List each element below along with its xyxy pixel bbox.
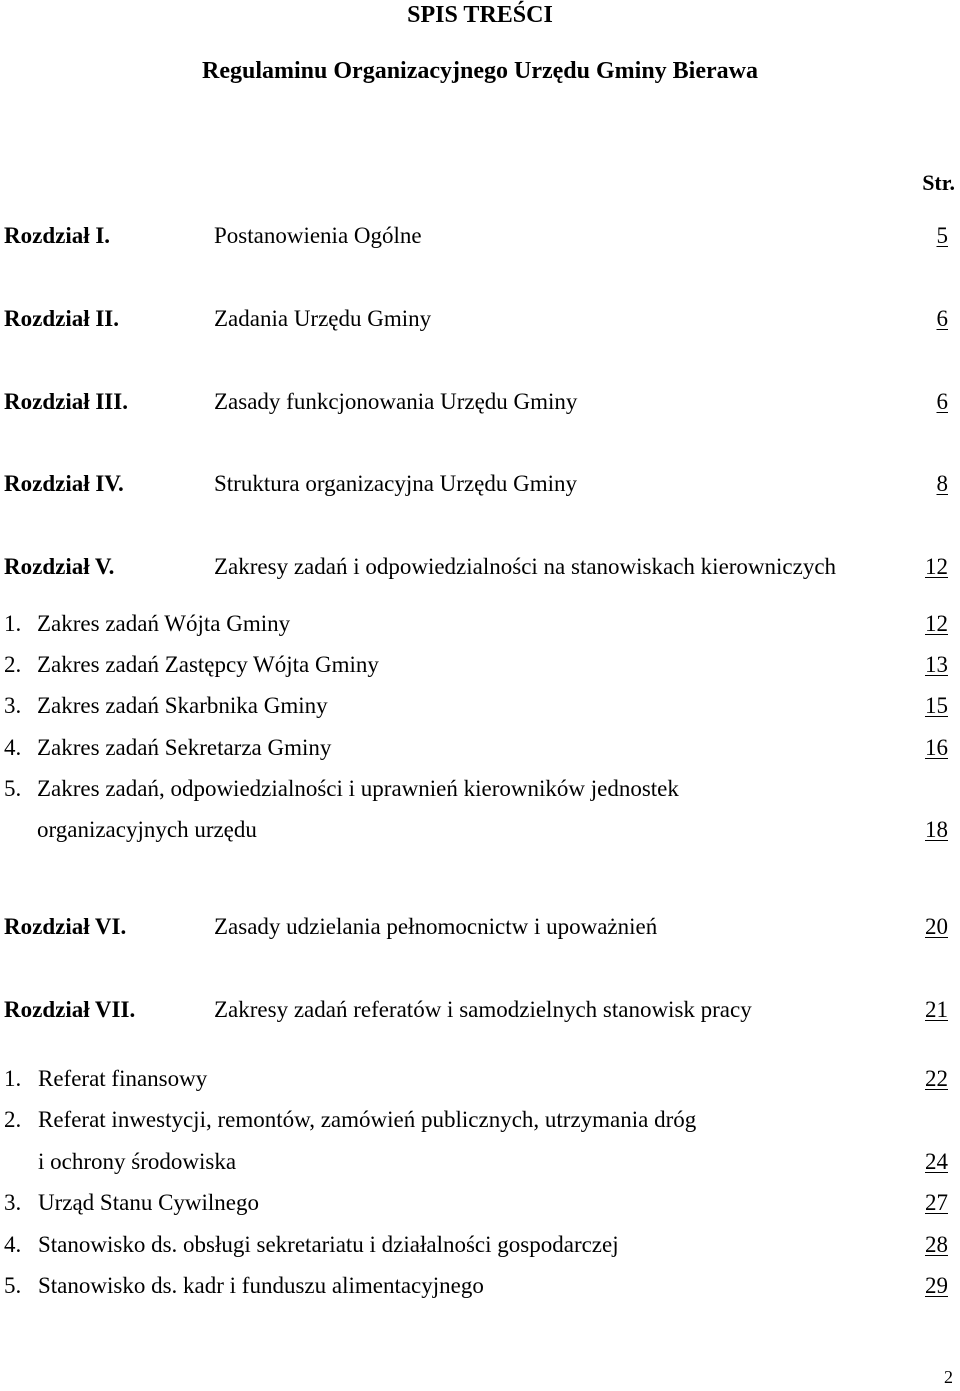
subentry-number: 1.: [4, 1066, 22, 1091]
page-column-header: Str.: [922, 170, 955, 195]
chapter-label: Rozdział VI.: [4, 914, 127, 939]
chapter-label: Rozdział II.: [4, 306, 119, 331]
toc-page-link[interactable]: 16: [925, 735, 948, 760]
subentry-number: 5.: [4, 776, 22, 801]
chapter-label: Rozdział V.: [4, 554, 115, 579]
toc-page-link[interactable]: 29: [925, 1273, 948, 1298]
subentry-number: 2.: [4, 1107, 22, 1132]
toc-page-link[interactable]: 13: [925, 652, 948, 677]
toc-page-link[interactable]: 5: [936, 223, 948, 248]
toc-page-link[interactable]: 24: [925, 1149, 948, 1174]
page-number: 2: [944, 1367, 953, 1387]
chapter-label: Rozdział III.: [4, 389, 128, 414]
chapter-title: Postanowienia Ogólne: [214, 223, 422, 248]
subentry-title: Zakres zadań Skarbnika Gminy: [37, 693, 328, 718]
subentry-title-continuation: i ochrony środowiska: [38, 1149, 237, 1174]
document-subtitle: Regulaminu Organizacyjnego Urzędu Gminy Bierawa: [202, 58, 758, 84]
subentry-number: 4.: [4, 1232, 22, 1257]
toc-page-link[interactable]: 18: [925, 817, 948, 842]
subentry-number: 1.: [4, 611, 22, 636]
toc-page-link[interactable]: 22: [925, 1066, 948, 1091]
toc-page-link[interactable]: 20: [925, 914, 948, 939]
subentry-title: Referat inwestycji, remontów, zamówień publicznych, utrzymania dróg: [38, 1107, 697, 1132]
subentry-title: Urząd Stanu Cywilnego: [38, 1190, 260, 1215]
subentry-title: Zakres zadań Zastępcy Wójta Gminy: [37, 652, 379, 677]
chapter-label: Rozdział VII.: [4, 997, 136, 1022]
toc-page-link[interactable]: 6: [936, 306, 948, 331]
subentry-number: 5.: [4, 1273, 22, 1298]
chapter-title: Zakresy zadań i odpowiedzialności na stanowiskach kierowniczych: [214, 554, 837, 579]
toc-page-link[interactable]: 8: [936, 471, 948, 496]
subentry-title: Stanowisko ds. kadr i funduszu alimentacyjnego: [38, 1273, 484, 1298]
subentry-title: Stanowisko ds. obsługi sekretariatu i działalności gospodarczej: [38, 1232, 619, 1257]
subentry-number: 3.: [4, 1190, 22, 1215]
subentry-number: 4.: [4, 735, 22, 760]
subentry-title-continuation: organizacyjnych urzędu: [37, 817, 257, 842]
chapter-label: Rozdział IV.: [4, 471, 124, 496]
toc-page-link[interactable]: 27: [925, 1190, 948, 1215]
toc-page-link[interactable]: 21: [925, 997, 948, 1022]
toc-page-link[interactable]: 6: [936, 389, 948, 414]
subentry-number: 3.: [4, 693, 22, 718]
subentry-title: Zakres zadań Wójta Gminy: [37, 611, 291, 636]
subentry-title: Zakres zadań, odpowiedzialności i uprawnień kierowników jednostek: [37, 776, 679, 801]
chapter-title: Zadania Urzędu Gminy: [214, 306, 432, 331]
document-title: SPIS TREŚCI: [407, 2, 553, 28]
toc-page-link[interactable]: 12: [925, 611, 948, 636]
subentry-number: 2.: [4, 652, 22, 677]
subentry-title: Referat finansowy: [38, 1066, 208, 1091]
chapter-title: Zasady funkcjonowania Urzędu Gminy: [214, 389, 578, 414]
toc-page-link[interactable]: 12: [925, 554, 948, 579]
toc-page-link[interactable]: 28: [925, 1232, 948, 1257]
chapter-title: Struktura organizacyjna Urzędu Gminy: [214, 471, 577, 496]
toc-page-link[interactable]: 15: [925, 693, 948, 718]
chapter-title: Zasady udzielania pełnomocnictw i upoważnień: [214, 914, 658, 939]
subentry-title: Zakres zadań Sekretarza Gminy: [37, 735, 332, 760]
chapter-label: Rozdział I.: [4, 223, 111, 248]
chapter-title: Zakresy zadań referatów i samodzielnych stanowisk pracy: [214, 997, 752, 1022]
